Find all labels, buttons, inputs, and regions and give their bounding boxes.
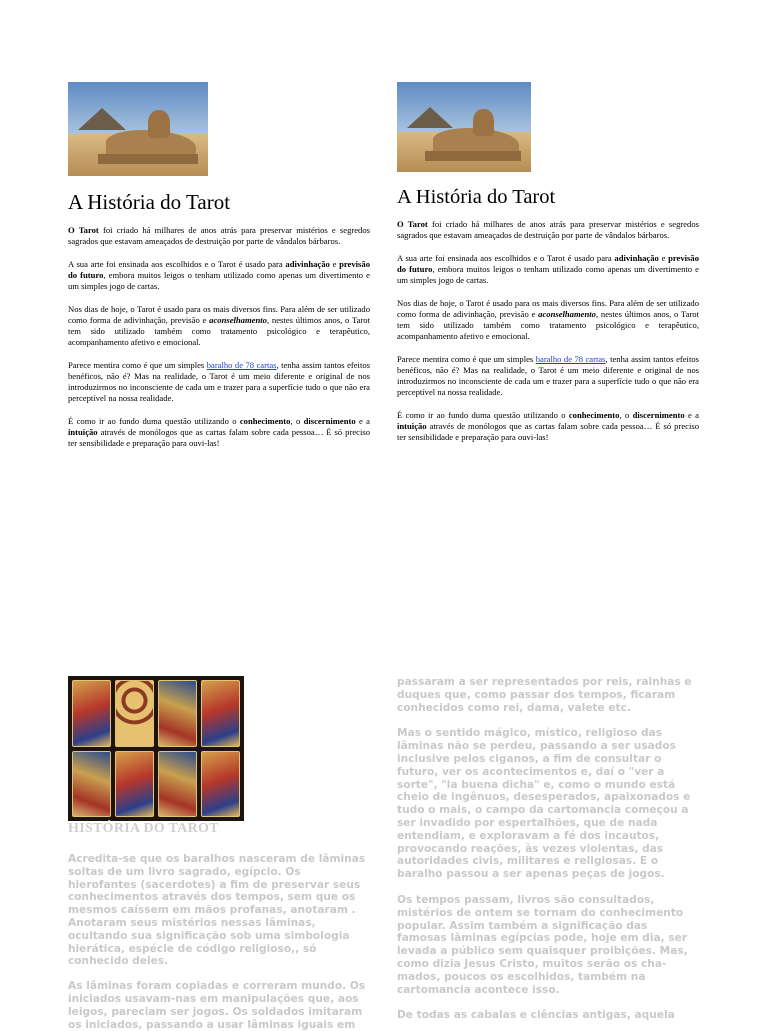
- paragraph-3: Nos dias de hoje, o Tarot é usado para os mais diversos fins. Para além de ser utilizado como forma de adivinhação, previsão e aconselhamento, nestes últimos anos, o Tarot tem sido utilizado também como tratamento psicológico e terapêutico, acompanhamento afetivo e emocional.: [397, 298, 699, 341]
- paragraph-1: O Tarot foi criado há milhares de anos atrás para preservar mistérios e segredos sagrados que estavam ameaçados de destruição por parte de vândalos bárbaros.: [68, 225, 370, 246]
- sphinx-pyramid-photo: [397, 82, 531, 172]
- paragraph-1: O Tarot foi criado há milhares de anos atrás para preservar mistérios e segredos sagrados que estavam ameaçados de destruição por parte de vândalos bárbaros.: [397, 219, 699, 240]
- faded-paragraph: De todas as cabalas e ciências antigas, aquela: [397, 1009, 675, 1022]
- deck-78-cards-link[interactable]: baralho de 78 cartas: [206, 360, 277, 370]
- faded-paragraph: Acredita-se que os baralhos nasceram de lâminas soltas de um livro sagrado, egípcio. Os hierofantes (sacerdotes) a fim de preservar seus conhecimentos através dos tempos, sem que os mesmos caíssem em mãos profanas, anotaram . Anotaram seus mistérios nessas lâminas, ocultando sua significação sob uma simbologia hierática, espécie de código religioso,, só conhecido deles.: [68, 853, 366, 968]
- paragraph-4: Parece mentira como é que um simples baralho de 78 cartas, tenha assim tantos efeitos benéficos, não é? Mas na realidade, o Tarot é um meio diferente e original de nos introduzirmos no inconsciente de cada um e trazer para a superfície tudo o que não era perceptível na nossa realidade.: [68, 360, 370, 403]
- paragraph-2: A sua arte foi ensinada aos escolhidos e o Tarot é usado para adivinhação e previsão do futuro, embora muitos leigos o tenham utilizado como apenas um divertimento e um simples jogo de cartas.: [397, 253, 699, 285]
- paragraph-4: Parece mentira como é que um simples baralho de 78 cartas, tenha assim tantos efeitos benéficos, não é? Mas na realidade, o Tarot é um meio diferente e original de nos introduzirmos no inconsciente de cada um e trazer para a superfície tudo o que não era perceptível na nossa realidade.: [397, 354, 699, 397]
- sphinx-pyramid-photo: [68, 82, 208, 176]
- faded-paragraph: passaram a ser representados por reis, rainhas e duques que, como passar dos tempos, ficaram conhecidos como rei, dama, valete etc.: [397, 676, 692, 714]
- faded-article-left: [68, 676, 368, 1031]
- faded-paragraph: As lâminas foram copiadas e correram mundo. Os iniciados usavam-nas em manipulações que, aos leigos, pareciam ser jogos. Os soldados imitaram os iniciados, passando a usar lâminas iguais em: [68, 980, 366, 1031]
- faded-paragraph: Os tempos passam, livros são consultados, mistérios de ontem se tornam do conhecimento popular. Assim também a significação das famosas lâminas egípcias pode, hoje em dia, ser levada a público sem quaisquer proibições. Mas, como dizia Jesus Cristo, muitos serão os cha- mados, poucos os escolhidos, também na cartomancia acontece isso.: [397, 893, 688, 996]
- tarot-card: [158, 751, 197, 818]
- paragraph-5: É como ir ao fundo duma questão utilizando o conhecimento, o discernimento e a intuição através de monólogos que as cartas falam sobre cada pessoa… É só preciso ter sensibilidade e preparação para ouvi-las!: [397, 410, 699, 442]
- paragraph-2: A sua arte foi ensinada aos escolhidos e o Tarot é usado para adivinhação e previsão do futuro, embora muitos leigos o tenham utilizado como apenas um divertimento e um simples jogo de cartas.: [68, 259, 370, 291]
- paragraph-5: É como ir ao fundo duma questão utilizando o conhecimento, o discernimento e a intuição através de monólogos que as cartas falam sobre cada pessoa… É só preciso ter sensibilidade e preparação para ouvi-las!: [68, 416, 370, 448]
- tarot-card: [201, 751, 240, 818]
- faded-article-right: [397, 676, 695, 1022]
- deck-78-cards-link[interactable]: baralho de 78 cartas: [535, 354, 606, 364]
- tarot-card: [72, 751, 111, 818]
- faded-section-title: HISTÓRIA DO TAROT: [68, 821, 219, 836]
- tarot-cards-photo: [68, 676, 244, 821]
- article-title: A História do Tarot: [68, 190, 231, 214]
- tarot-card: [115, 680, 154, 747]
- paragraph-3: Nos dias de hoje, o Tarot é usado para os mais diversos fins. Para além de ser utilizado como forma de adivinhação, previsão e aconselhamento, nestes últimos anos, o Tarot tem sido utilizado também como tratamento psicológico e terapêutico, acompanhamento afetivo e emocional.: [68, 304, 370, 347]
- faded-paragraph: Mas o sentido mágico, místico, religioso das lâminas não se perdeu, passando a ser usados inclusive pelos ciganos, a fim de consultar o futuro, ver os acontecimentos e, daí o "ver a sorte", "la buena dicha" e, como o mundo está cheio de ingênuos, desesperados, apaixonados e tudo o mais, o campo da cartomancia começou a ser invadido por espertalhões, que de nada entendiam, e exploravam a fé dos incautos, provocando reações, às vezes violentas, das autoridades civis, militares e religiosas. E o baralho passou a ser apenas peças de jogos.: [397, 727, 691, 881]
- tarot-card: [201, 680, 240, 747]
- article-title: A História do Tarot: [397, 186, 556, 208]
- tarot-card: [115, 751, 154, 818]
- tarot-card: [158, 680, 197, 747]
- article-left: [68, 82, 370, 449]
- tarot-card: [72, 680, 111, 747]
- article-right: [397, 82, 699, 443]
